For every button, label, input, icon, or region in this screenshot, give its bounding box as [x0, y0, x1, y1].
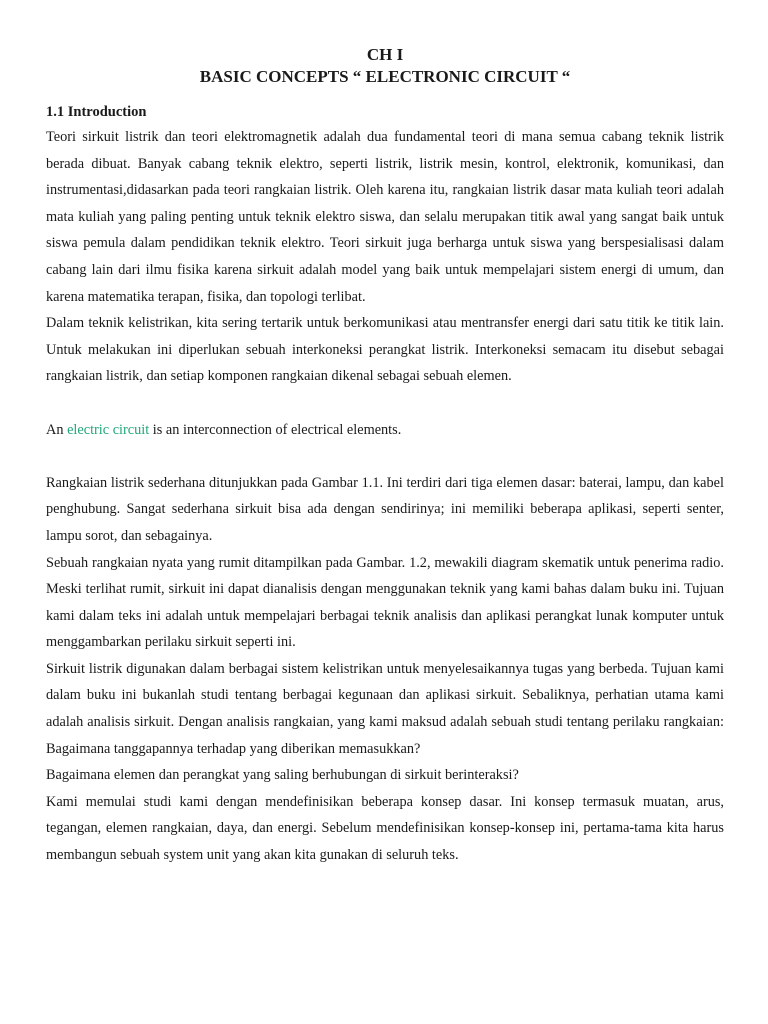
paragraph: Bagaimana elemen dan perangkat yang saling berhubungan di sirkuit berinteraksi? — [46, 767, 519, 784]
paragraph: Dalam teknik kelistrikan, kita sering tertarik untuk berkomunikasi atau mentransfer energi dari satu titik ke titik lain. Untuk melakukan ini diperlukan sebuah interkoneksi perangkat listrik. Interkoneksi semacam itu disebut sebagai rangkaian listrik, dan setiap komponen rangkaian dikenal sebagai sebuah elemen. — [46, 315, 724, 385]
paragraph: Kami memulai studi kami dengan mendefinisikan beberapa konsep dasar. Ini konsep termasuk muatan, arus, tegangan, elemen rangkaian, daya, dan energi. Sebelum mendefinisikan konsep-konsep ini, pertama-tama kita harus membangun sebuah system unit yang akan kita gunakan di seluruh teks. — [46, 793, 724, 864]
chapter-number: CH I — [366, 45, 404, 64]
definition-sentence — [46, 417, 724, 444]
paragraph: Teori sirkuit listrik dan teori elektromagnetik adalah dua fundamental teori di mana semua cabang teknik listrik berada dibuat. Banyak cabang teknik elektro, seperti listrik, listrik mesin, kontrol, elektronik, komunikasi, dan instrumentasi,didasarkan pada teori rangkaian listrik. Oleh karena itu, rangkaian listrik dasar mata kuliah teori adalah mata kuliah yang paling penting untuk teknik elektro siswa, dan selalu merupakan titik awal yang sangat baik untuk siswa pemula dalam pendidikan teknik elektro. Teori sirkuit juga berharga untuk siswa yang berspesialisasi dalam cabang lain dari ilmu fisika karena sirkuit adalah model yang baik untuk mempelajari sistem energi di umum, dan karena matematika terapan, fisika, dan topologi terlibat. — [46, 129, 724, 305]
paragraph: Sirkuit listrik digunakan dalam berbagai sistem kelistrikan untuk menyelesaikannya tugas yang berbeda. Tujuan kami dalam buku ini bukanlah studi tentang berbagai kegunaan dan aplikasi sirkuit. Sebaliknya, perhatian utama kami adalah analisis sirkuit. Dengan analisis rangkaian, yang kami maksud adalah sebuah studi tentang perilaku rangkaian: Bagaimana tanggapannya terhadap yang diberikan memasukkan? — [46, 660, 724, 757]
definition-term: electric circuit — [67, 421, 150, 438]
chapter-title: BASIC CONCEPTS “ ELECTRONIC CIRCUIT “ — [199, 67, 571, 86]
blank-line — [46, 390, 724, 417]
blank-line — [46, 443, 724, 470]
section-heading: 1.1 Introduction — [46, 104, 147, 120]
paragraph: Sebuah rangkaian nyata yang rumit ditampilkan pada Gambar. 1.2, mewakili diagram skematik untuk penerima radio. Meski terlihat rumit, sirkuit ini dapat dianalisis dengan menggunakan teknik yang kami bahas dalam buku ini. Tujuan kami dalam teks ini adalah untuk mempelajari berbagai teknik analisis dan aplikasi perangkat lunak komputer untuk menggambarkan perilaku sirkuit seperti ini. — [46, 554, 724, 651]
paragraph: Rangkaian listrik sederhana ditunjukkan pada Gambar 1.1. Ini terdiri dari tiga elemen dasar: baterai, lampu, dan kabel penghubung. Sangat sederhana sirkuit bisa ada dengan sendirinya; ini memiliki beberapa aplikasi, seperti senter, lampu sorot, dan sebagainya. — [46, 474, 724, 544]
definition-suffix: is an interconnection of electrical elements. — [152, 421, 402, 438]
definition-prefix: An — [46, 421, 64, 438]
